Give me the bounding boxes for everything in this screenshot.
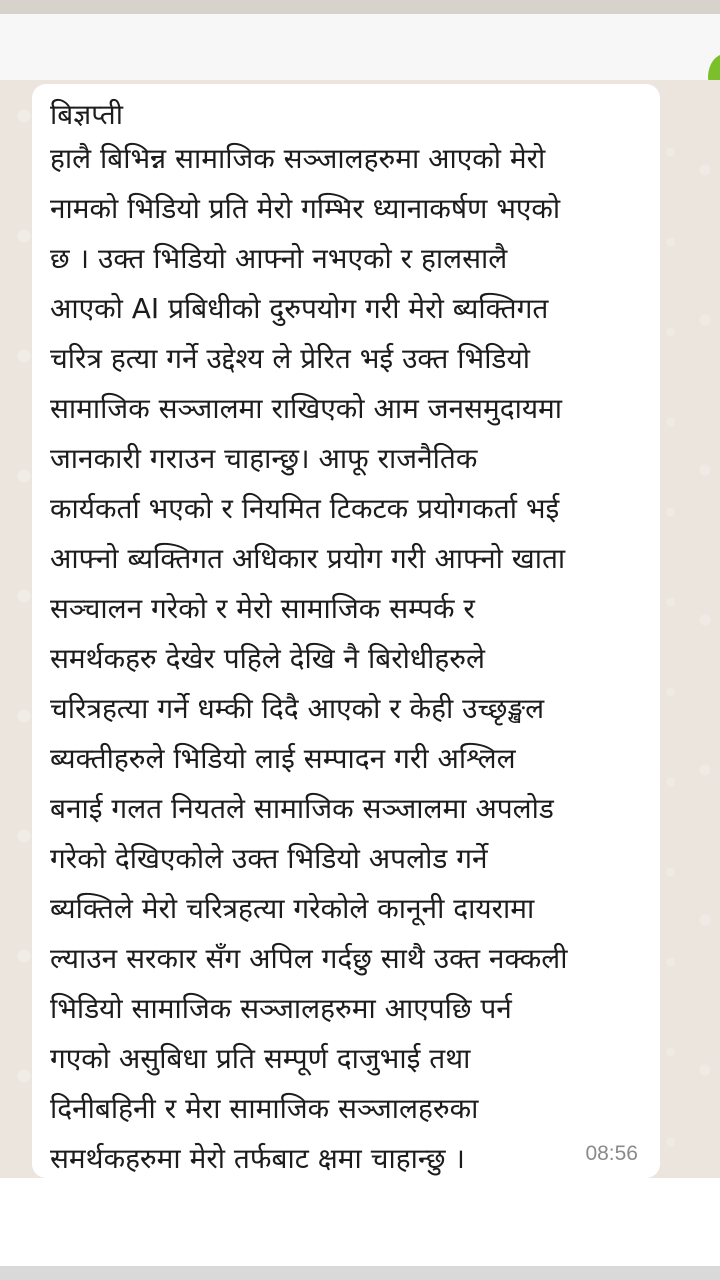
message-text: हालै बिभिन्न सामाजिक सञ्जालहरुमा आएको मेरो नामको भिडियो प्रति मेरो गम्भिर ध्यानाकर्षण भएको छ । उक्त भिडियो आफ्नो नभएको र हालसालै आएको AI प्रबिधीको दुरुपयोग गरी मेरो ब्यक्तिगत चरित्र हत्या गर्ने उद्देश्य ले प्रेरित भई उक्त भिडियो सामाजिक सञ्जालमा राखिएको आम जनसमुदायमा जानकारी गराउन चाहान्छु। आफू राजनैतिक कार्यकर्ता भएको र नियमित टिकटक प्रयोगकर्ता भई आफ्नो ब्यक्तिगत अधिकार प्रयोग गरी आफ्नो खाता सञ्चालन गरेको र मेरो सामाजिक सम्पर्क र समर्थकहरु देखेर पहिले देखि नै बिरोधीहरुले चरित्रहत्या गर्ने धम्की दिदै आएको र केही उच्छृङ्खल ब्यक्तीहरुले भिडियो लाई सम्पादन गरी अश्लिल बनाई गलत नियतले सामाजिक सञ्जालमा अपलोड गरेको देखिएकोले उक्त भिडियो अपलोड गर्ने ब्यक्तिले मेरो चरित्रहत्या गरेकोले कानूनी दायरामा ल्याउन सरकार सँग अपिल गर्दछु साथै उक्त नक्कली भिडियो सामाजिक सञ्जालहरुमा आएपछि पर्न गएको असुबिधा प्रति सम्पूर्ण दाजुभाई तथा दिनीबहिनी र मेरा सामाजिक सञ्जालहरुका समर्थकहरुमा मेरो तर्फबाट क्षमा चाहान्छु । [50,142,568,1175]
message-bubble[interactable] [32,84,660,1178]
message-title: बिज्ञप्ती [50,98,124,131]
navigation-strip [0,1266,720,1280]
bottom-bar [0,1178,720,1266]
message-timestamp: 08:56 [585,1142,638,1165]
chat-header [0,14,720,80]
status-strip [0,0,720,14]
